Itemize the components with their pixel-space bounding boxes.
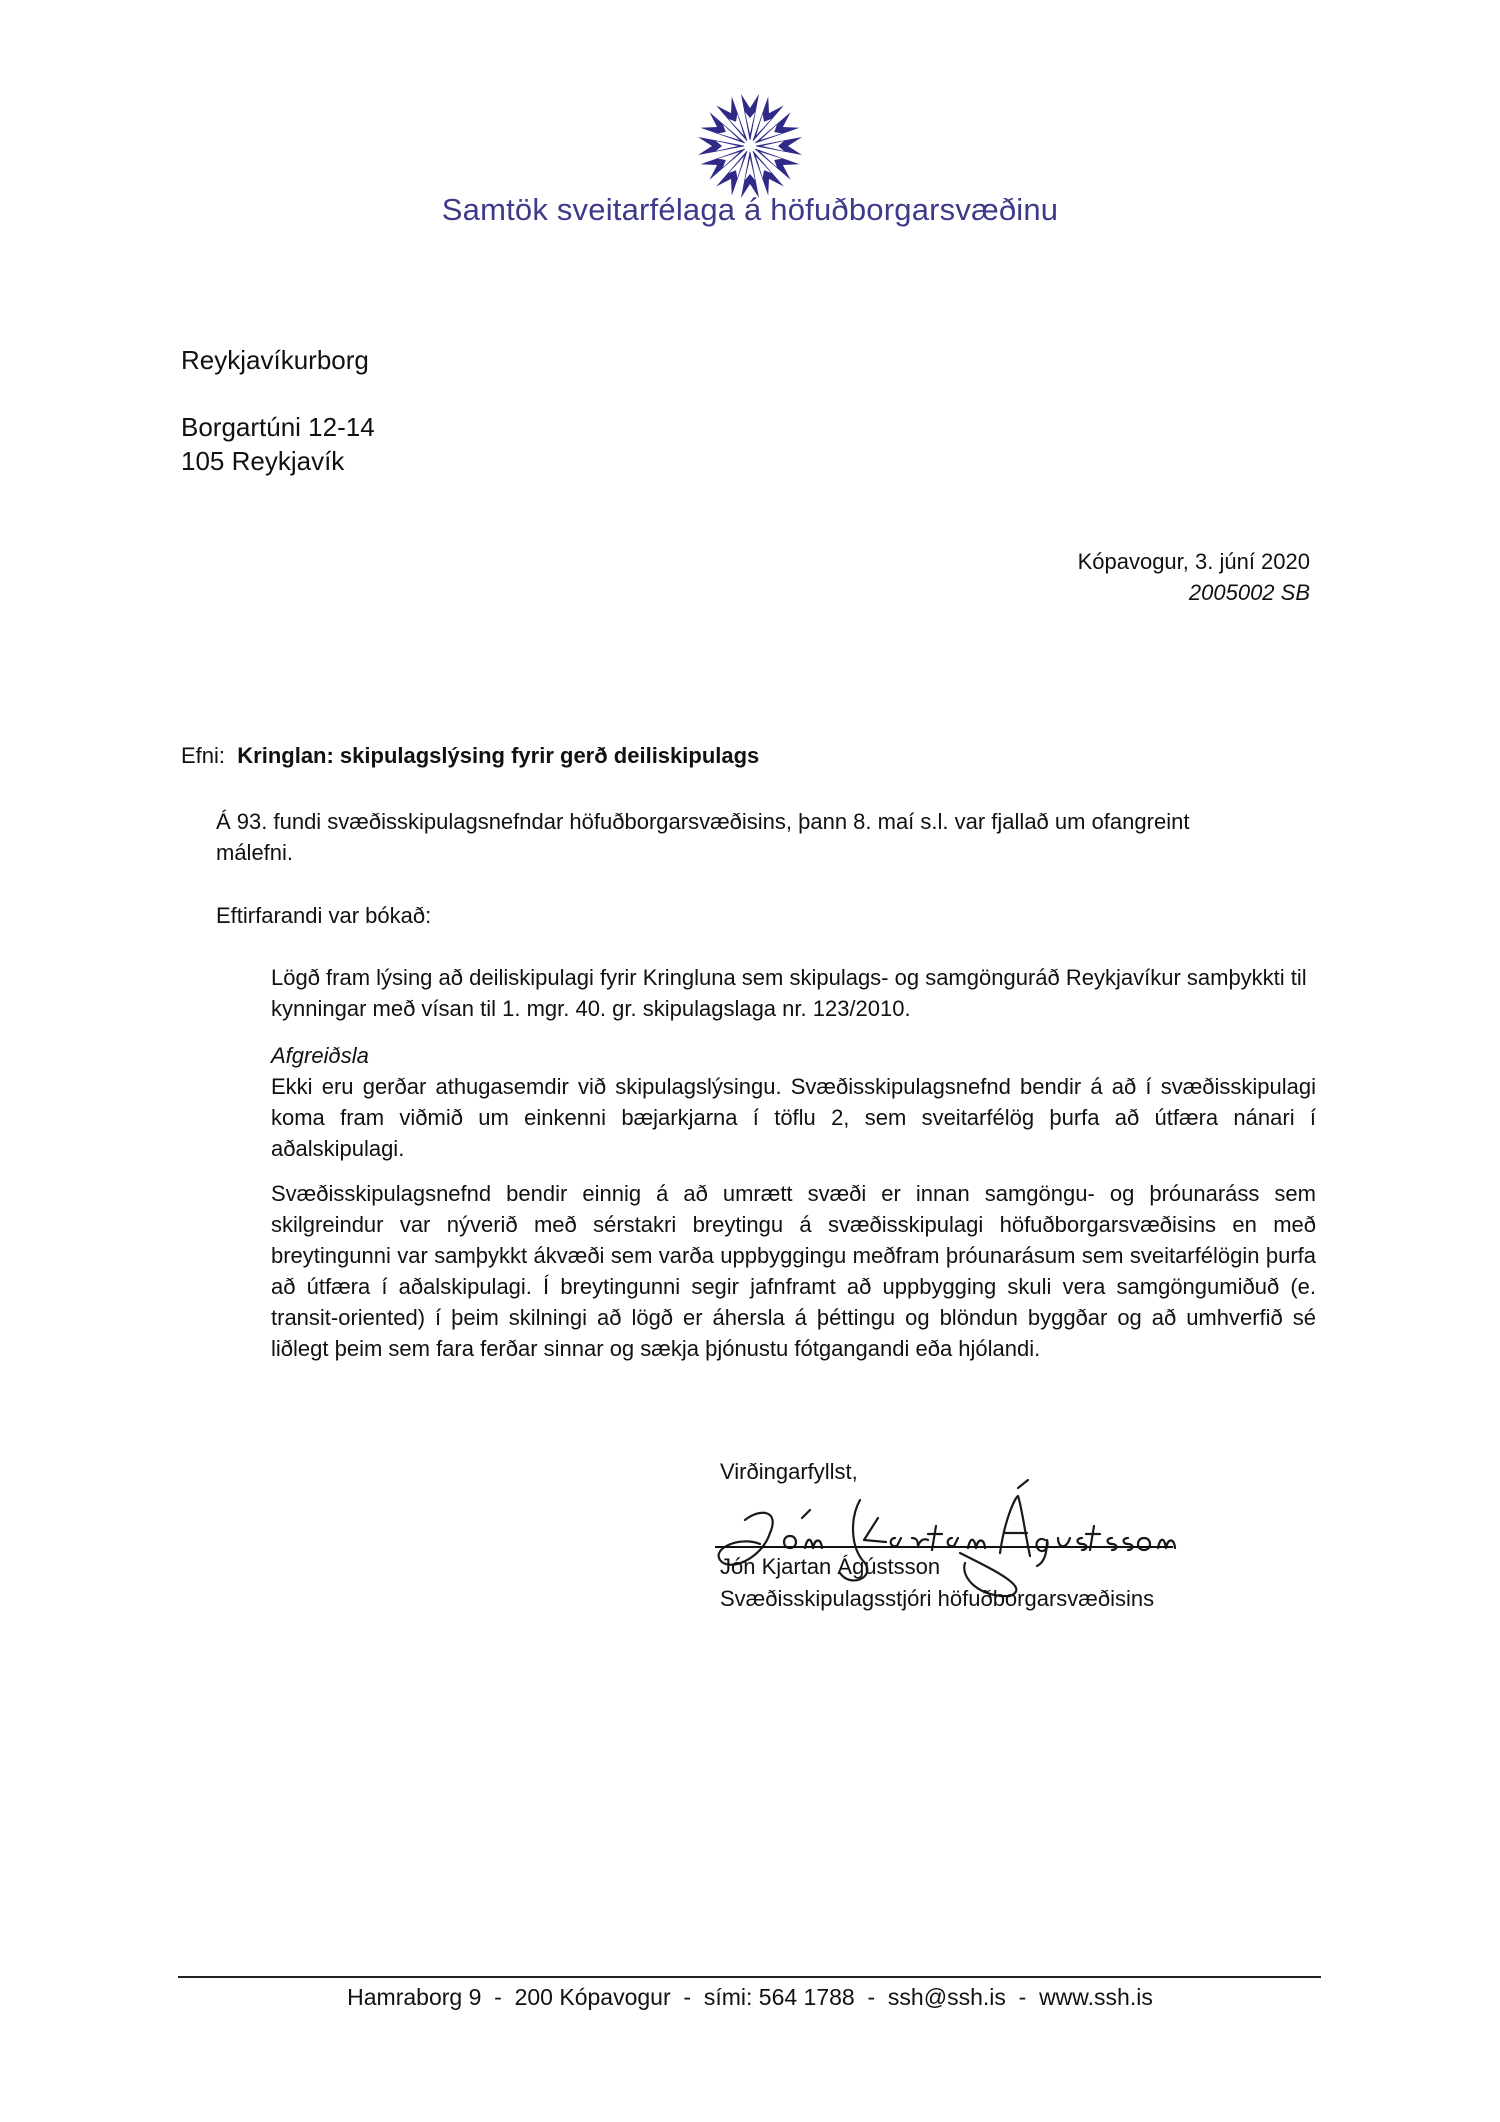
footer-contact: Hamraborg 9 - 200 Kópavogur - sími: 564 1788 - ssh@ssh.is - www.ssh.is (347, 1984, 1153, 2010)
organization-logo-icon (694, 90, 806, 202)
reference-number: 2005002 SB (1188, 580, 1310, 605)
resolution-paragraph-1: Ekki eru gerðar athugasemdir við skipulagslýsingu. Svæðisskipulagsnefnd bendir á að í svæðisskipulagi koma fram viðmið um einkenni bæjarkjarna í töflu 2, sem sveitarfélög þurfa að útfæra nánari í aðalskipulagi. (271, 1074, 1316, 1161)
footer-divider (178, 1976, 1321, 1978)
subject-label: Efni: (181, 743, 226, 768)
signatory-name: Jón Kjartan Ágústsson (720, 1554, 941, 1579)
signatory-title: Svæðisskipulagsstjóri höfuðborgarsvæðisins (720, 1586, 1155, 1611)
signature-line (715, 1546, 1173, 1548)
intro-paragraph: Á 93. fundi svæðisskipulagsnefndar höfuðborgarsvæðisins, þann 8. maí s.l. var fjallað um ofangreint málefni. (216, 809, 1190, 865)
subject-line (181, 743, 759, 769)
resolution-heading: Afgreiðsla (271, 1043, 369, 1068)
resolution-paragraph-2: Svæðisskipulagsnefnd bendir einnig á að umrætt svæði er innan samgöngu- og þróunaráss sem skilgreindur var nýverið með sérstakri breytingu á svæðisskipulagi höfuðborgarsvæðisins en með breytingunni var samþykkt ákvæði sem varða uppbyggingu meðfram þróunarásum sem sveitarfélögin þurfa að útfæra í aðalskipulagi. Í breytingunni segir jafnframt að uppbygging skuli vera samgöngumiðuð (e. transit-oriented) í þeim skilningi að lögð er áhersla á þéttingu og blöndun byggðar og að umhverfið sé liðlegt þeim sem fara ferðar sinnar og sækja þjónustu fótgangandi eða hjólandi. (271, 1181, 1316, 1361)
organization-name: Samtök sveitarfélaga á höfuðborgarsvæðinu (441, 192, 1059, 227)
closing-greeting: Virðingarfyllst, (720, 1459, 858, 1484)
subject-title: Kringlan: skipulagslýsing fyrir gerð deiliskipulags (237, 743, 760, 768)
place-date: Kópavogur, 3. júní 2020 (1077, 549, 1310, 574)
recipient-name: Reykjavíkurborg (181, 345, 369, 375)
recipient-street: Borgartúni 12-14 (181, 412, 375, 442)
quote-paragraph: Lögð fram lýsing að deiliskipulagi fyrir Kringluna sem skipulags- og samgönguráð Reykjavíkur samþykkti til kynningar með vísan til 1. mgr. 40. gr. skipulagslaga nr. 123/2010. (271, 965, 1307, 1021)
recorded-paragraph: Eftirfarandi var bókað: (216, 903, 432, 928)
recipient-city: 105 Reykjavík (181, 446, 345, 476)
